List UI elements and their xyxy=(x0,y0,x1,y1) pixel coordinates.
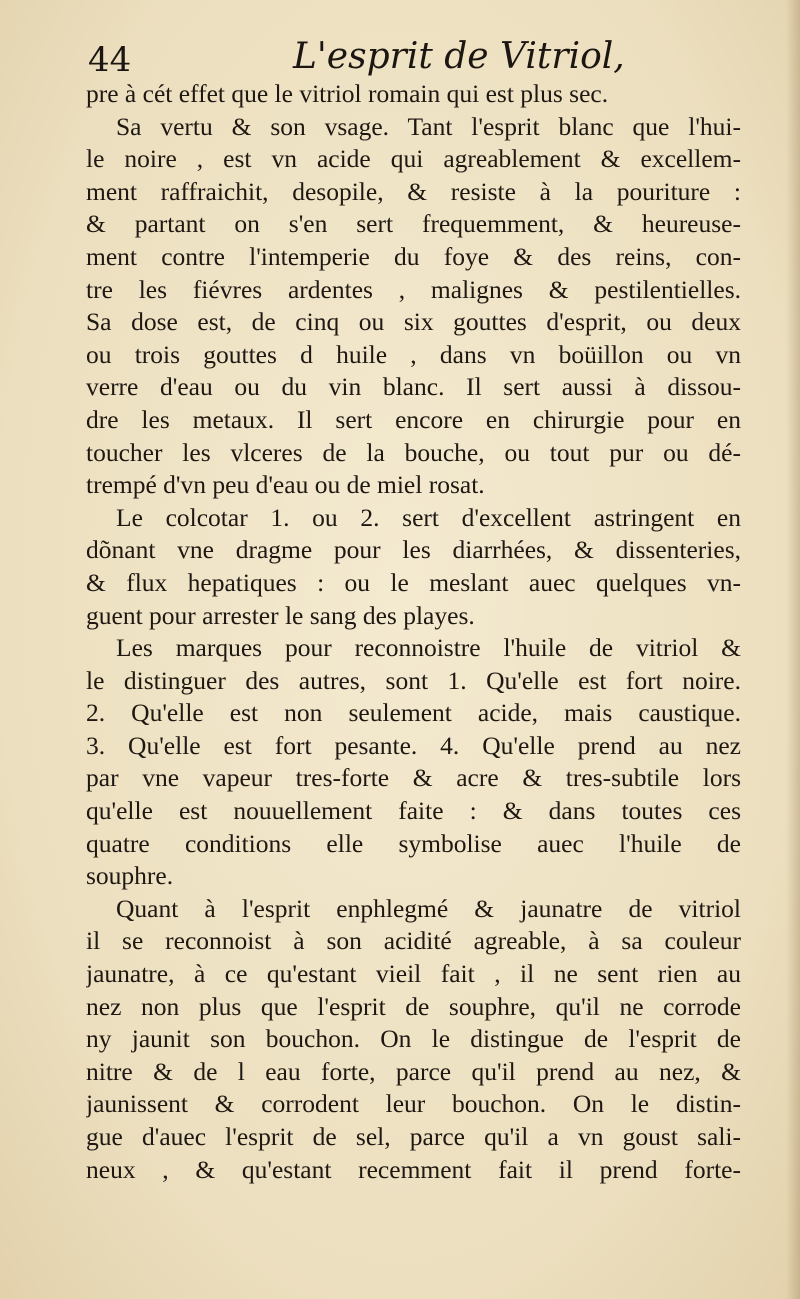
text-line: tre les fiévres ardentes , malignes & pestilentielles. xyxy=(86,274,741,304)
text-line: gue d'auec l'esprit de sel, parce qu'il a vn goust sali- xyxy=(86,1122,741,1151)
text-line: neux , & qu'estant recemment fait il prend forte- xyxy=(86,1154,741,1184)
text-line: ou trois gouttes d huile , dans vn boüillon ou vn xyxy=(86,339,741,369)
text-line: il se reconnoist à son acidité agreable, à sa couleur xyxy=(86,926,741,956)
text-line: 2. Qu'elle est non seulement acide, mais caustique. xyxy=(86,698,741,728)
text-line: jaunissent & corrodent leur bouchon. On le distin- xyxy=(86,1089,741,1119)
text-line: trempé d'vn peu d'eau ou de miel rosat. xyxy=(86,470,485,500)
text-line: dre les metaux. Il sert encore en chirurgie pour en xyxy=(86,404,741,434)
text-line: & flux hepatiques : ou le meslant auec quelques vn- xyxy=(86,567,741,597)
text-line: Sa vertu & son vsage. Tant l'esprit blanc que l'hui- xyxy=(116,111,741,141)
text-line: par vne vapeur tres-forte & acre & tres-subtile lors xyxy=(86,763,741,793)
text-line: & partant on s'en sert frequemment, & heureuse- xyxy=(86,209,741,239)
text-line: toucher les vlceres de la bouche, ou tout pur ou dé- xyxy=(86,437,741,467)
page-edge-shadow xyxy=(786,0,800,1299)
text-line: le distinguer des autres, sont 1. Qu'elle est fort noire. xyxy=(86,665,741,695)
text-line: quatre conditions elle symbolise auec l'huile de xyxy=(86,828,741,858)
text-line: nitre & de l eau forte, parce qu'il prend au nez, & xyxy=(86,1056,741,1086)
text-line: jaunatre, à ce qu'estant vieil fait , il ne sent rien au xyxy=(86,959,741,989)
text-line: nez non plus que l'esprit de souphre, qu'il ne corrode xyxy=(86,991,741,1021)
text-line: souphre. xyxy=(86,861,174,891)
text-line: 3. Qu'elle est fort pesante. 4. Qu'elle prend au nez xyxy=(86,730,741,760)
text-line: pre à cét effet que le vitriol romain qui est plus sec. xyxy=(86,79,609,108)
page-header xyxy=(88,34,748,84)
body-text xyxy=(86,78,741,1186)
text-line: verre d'eau ou du vin blanc. Il sert aussi à dissou- xyxy=(86,372,741,402)
text-line: Sa dose est, de cinq ou six gouttes d'esprit, ou deux xyxy=(86,307,741,337)
text-line: Les marques pour reconnoistre l'huile de vitriol & xyxy=(116,633,741,663)
text-line: le noire , est vn acide qui agreablement & excellem- xyxy=(86,144,741,174)
text-line: ment raffraichit, desopile, & resiste à la pouriture : xyxy=(86,176,741,206)
text-line: ment contre l'intemperie du foye & des reins, con- xyxy=(86,241,741,271)
text-line: Quant à l'esprit enphlegmé & jaunatre de vitriol xyxy=(116,893,741,923)
running-title: L'esprit de Vitriol, xyxy=(293,36,625,77)
text-line: guent pour arrester le sang des playes. xyxy=(86,600,475,630)
page-number: 44 xyxy=(88,40,132,80)
text-line: qu'elle est nouuellement faite : & dans toutes ces xyxy=(86,796,741,826)
text-line: dõnant vne dragme pour les diarrhées, & dissenteries, xyxy=(86,535,741,565)
text-line: ny jaunit son bouchon. On le distingue de l'esprit de xyxy=(86,1024,741,1054)
text-line: Le colcotar 1. ou 2. sert d'excellent astringent en xyxy=(116,502,741,532)
